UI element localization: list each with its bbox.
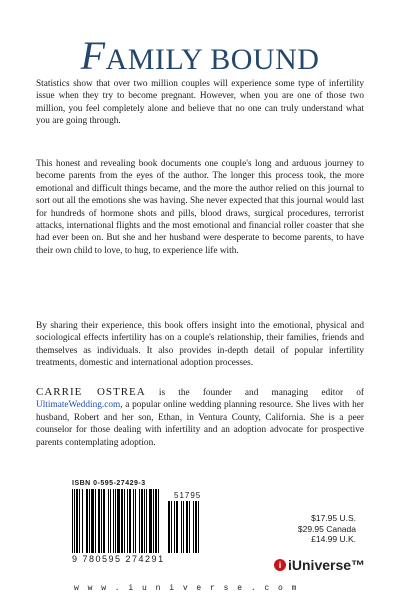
website-link[interactable]: UltimateWedding.com: [36, 400, 121, 411]
price-list: [296, 513, 356, 545]
blurb-paragraph-1: Statistics show that over two million couples will experience some type of infertility issue when they try to become pregnant. However, when you are one of those two million, you feel completely alone and believe that no one can truly understand what you are going through.: [36, 79, 364, 127]
publisher-logo: [274, 557, 365, 573]
publisher-name: iUniverse™: [288, 557, 366, 573]
author-bio-text-2: , a popular online wedding planning resource. She lives with her husband, Robert and her son, Ethan, in Ventura County, California. She is a peer counselor for those dealing with infertility and an adoption advocate for prospective parents contemplating adoption.: [36, 400, 364, 448]
isbn-barcode: [72, 480, 272, 564]
price-canada: $29.95 Canada: [297, 523, 356, 534]
blurb-paragraph-3: By sharing their experience, this book offers insight into the emotional, physical and sociological effects infertility has on a couple's relationship, their families, friends and themselves as individuals. It also provides in-depth detail of popular infertility treatments, domestic and international adoption processes.: [36, 321, 364, 369]
blurb-paragraph-2: This honest and revealing book documents one couple's long and arduous journey to become parents from the eyes of the author. The longer this process took, the more emotional and difficult things became, and the more the author relied on this journal to sort out all the emotions she was having. She never expected that this journal would last for hundreds of hormone shots and pills, blood draws, surgical procedures, terrorist attacks, international flights and the most emotional and financial roller coaster that she had ever been on. But she and her husband were desperate to become parents, to have their own child to love, to hug, to experience life with.: [36, 159, 364, 256]
author-name: CARRIE OSTREA: [36, 386, 146, 398]
isbn-top-label: ISBN 0-595-27429-3: [72, 480, 146, 487]
barcode-bar: [159, 489, 160, 553]
book-title: [0, 33, 400, 78]
isbn-bottom-label: 9 780595 274291: [72, 554, 165, 564]
title-rest: AMILY BOUND: [105, 43, 320, 76]
publisher-website: w w w . i u n i v e r s e . c o m: [74, 584, 299, 593]
barcode-bars: [72, 489, 272, 553]
price-uk: £14.99 U.K.: [311, 534, 356, 544]
title-first-letter: F: [80, 33, 106, 78]
iuniverse-logo-icon: i: [274, 559, 286, 571]
author-bio-text-1: is the founder and managing editor of: [145, 388, 364, 398]
barcode-supplement-bars: [168, 491, 202, 553]
author-bio: [36, 386, 364, 449]
price-us: $17.95 U.S.: [311, 513, 356, 523]
supplement-number: 51795: [174, 491, 202, 500]
barcode-bar: [198, 501, 199, 553]
barcode-main-bars: [72, 489, 160, 553]
